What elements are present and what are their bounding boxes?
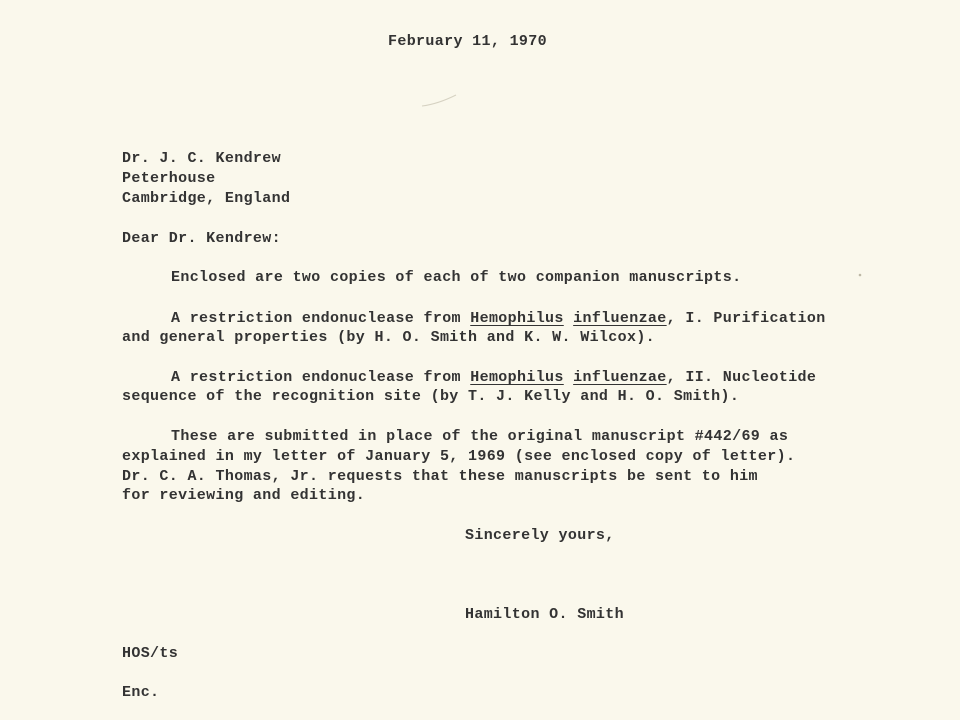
paragraph-submission-line2: explained in my letter of January 5, 1969 (see enclosed copy of letter). [122,448,796,465]
paper-speck-mark [857,272,865,280]
enclosure-note: Enc. [122,684,160,701]
paragraph-manuscript-one-line1 [171,309,826,329]
paragraph-manuscript-one-line2: and general properties (by H. O. Smith and K. W. Wilcox). [122,329,656,346]
paragraph-submission-line1: These are submitted in place of the original manuscript #442/69 as [171,428,789,445]
manuscript-two-species: influenzae [573,369,667,386]
paper-smudge-mark [420,92,460,110]
paragraph-submission-line4: for reviewing and editing. [122,487,366,504]
manuscript-two-prefix: A restriction endonuclease from [171,369,471,386]
paragraph-enclosed: Enclosed are two copies of each of two companion manuscripts. [171,269,742,286]
signer-name: Hamilton O. Smith [465,606,624,623]
manuscript-one-species: influenzae [573,310,667,327]
manuscript-one-prefix: A restriction endonuclease from [171,310,471,327]
manuscript-one-suffix: , I. Purification [666,310,826,327]
salutation: Dear Dr. Kendrew: [122,230,281,247]
recipient-name: Dr. J. C. Kendrew [122,150,281,167]
manuscript-two-genus: Hemophilus [470,369,564,386]
recipient-location: Cambridge, England [122,190,291,207]
paragraph-manuscript-two-line2: sequence of the recognition site (by T. J. Kelly and H. O. Smith). [122,388,740,405]
manuscript-two-suffix: , II. Nucleotide [666,369,817,386]
letter-date: February 11, 1970 [388,33,547,50]
manuscript-one-genus: Hemophilus [470,310,564,327]
recipient-institution: Peterhouse [122,170,216,187]
typist-initials: HOS/ts [122,645,179,662]
paragraph-submission-line3: Dr. C. A. Thomas, Jr. requests that these manuscripts be sent to him [122,468,758,485]
closing: Sincerely yours, [465,527,615,544]
paragraph-manuscript-two-line1 [171,368,816,388]
